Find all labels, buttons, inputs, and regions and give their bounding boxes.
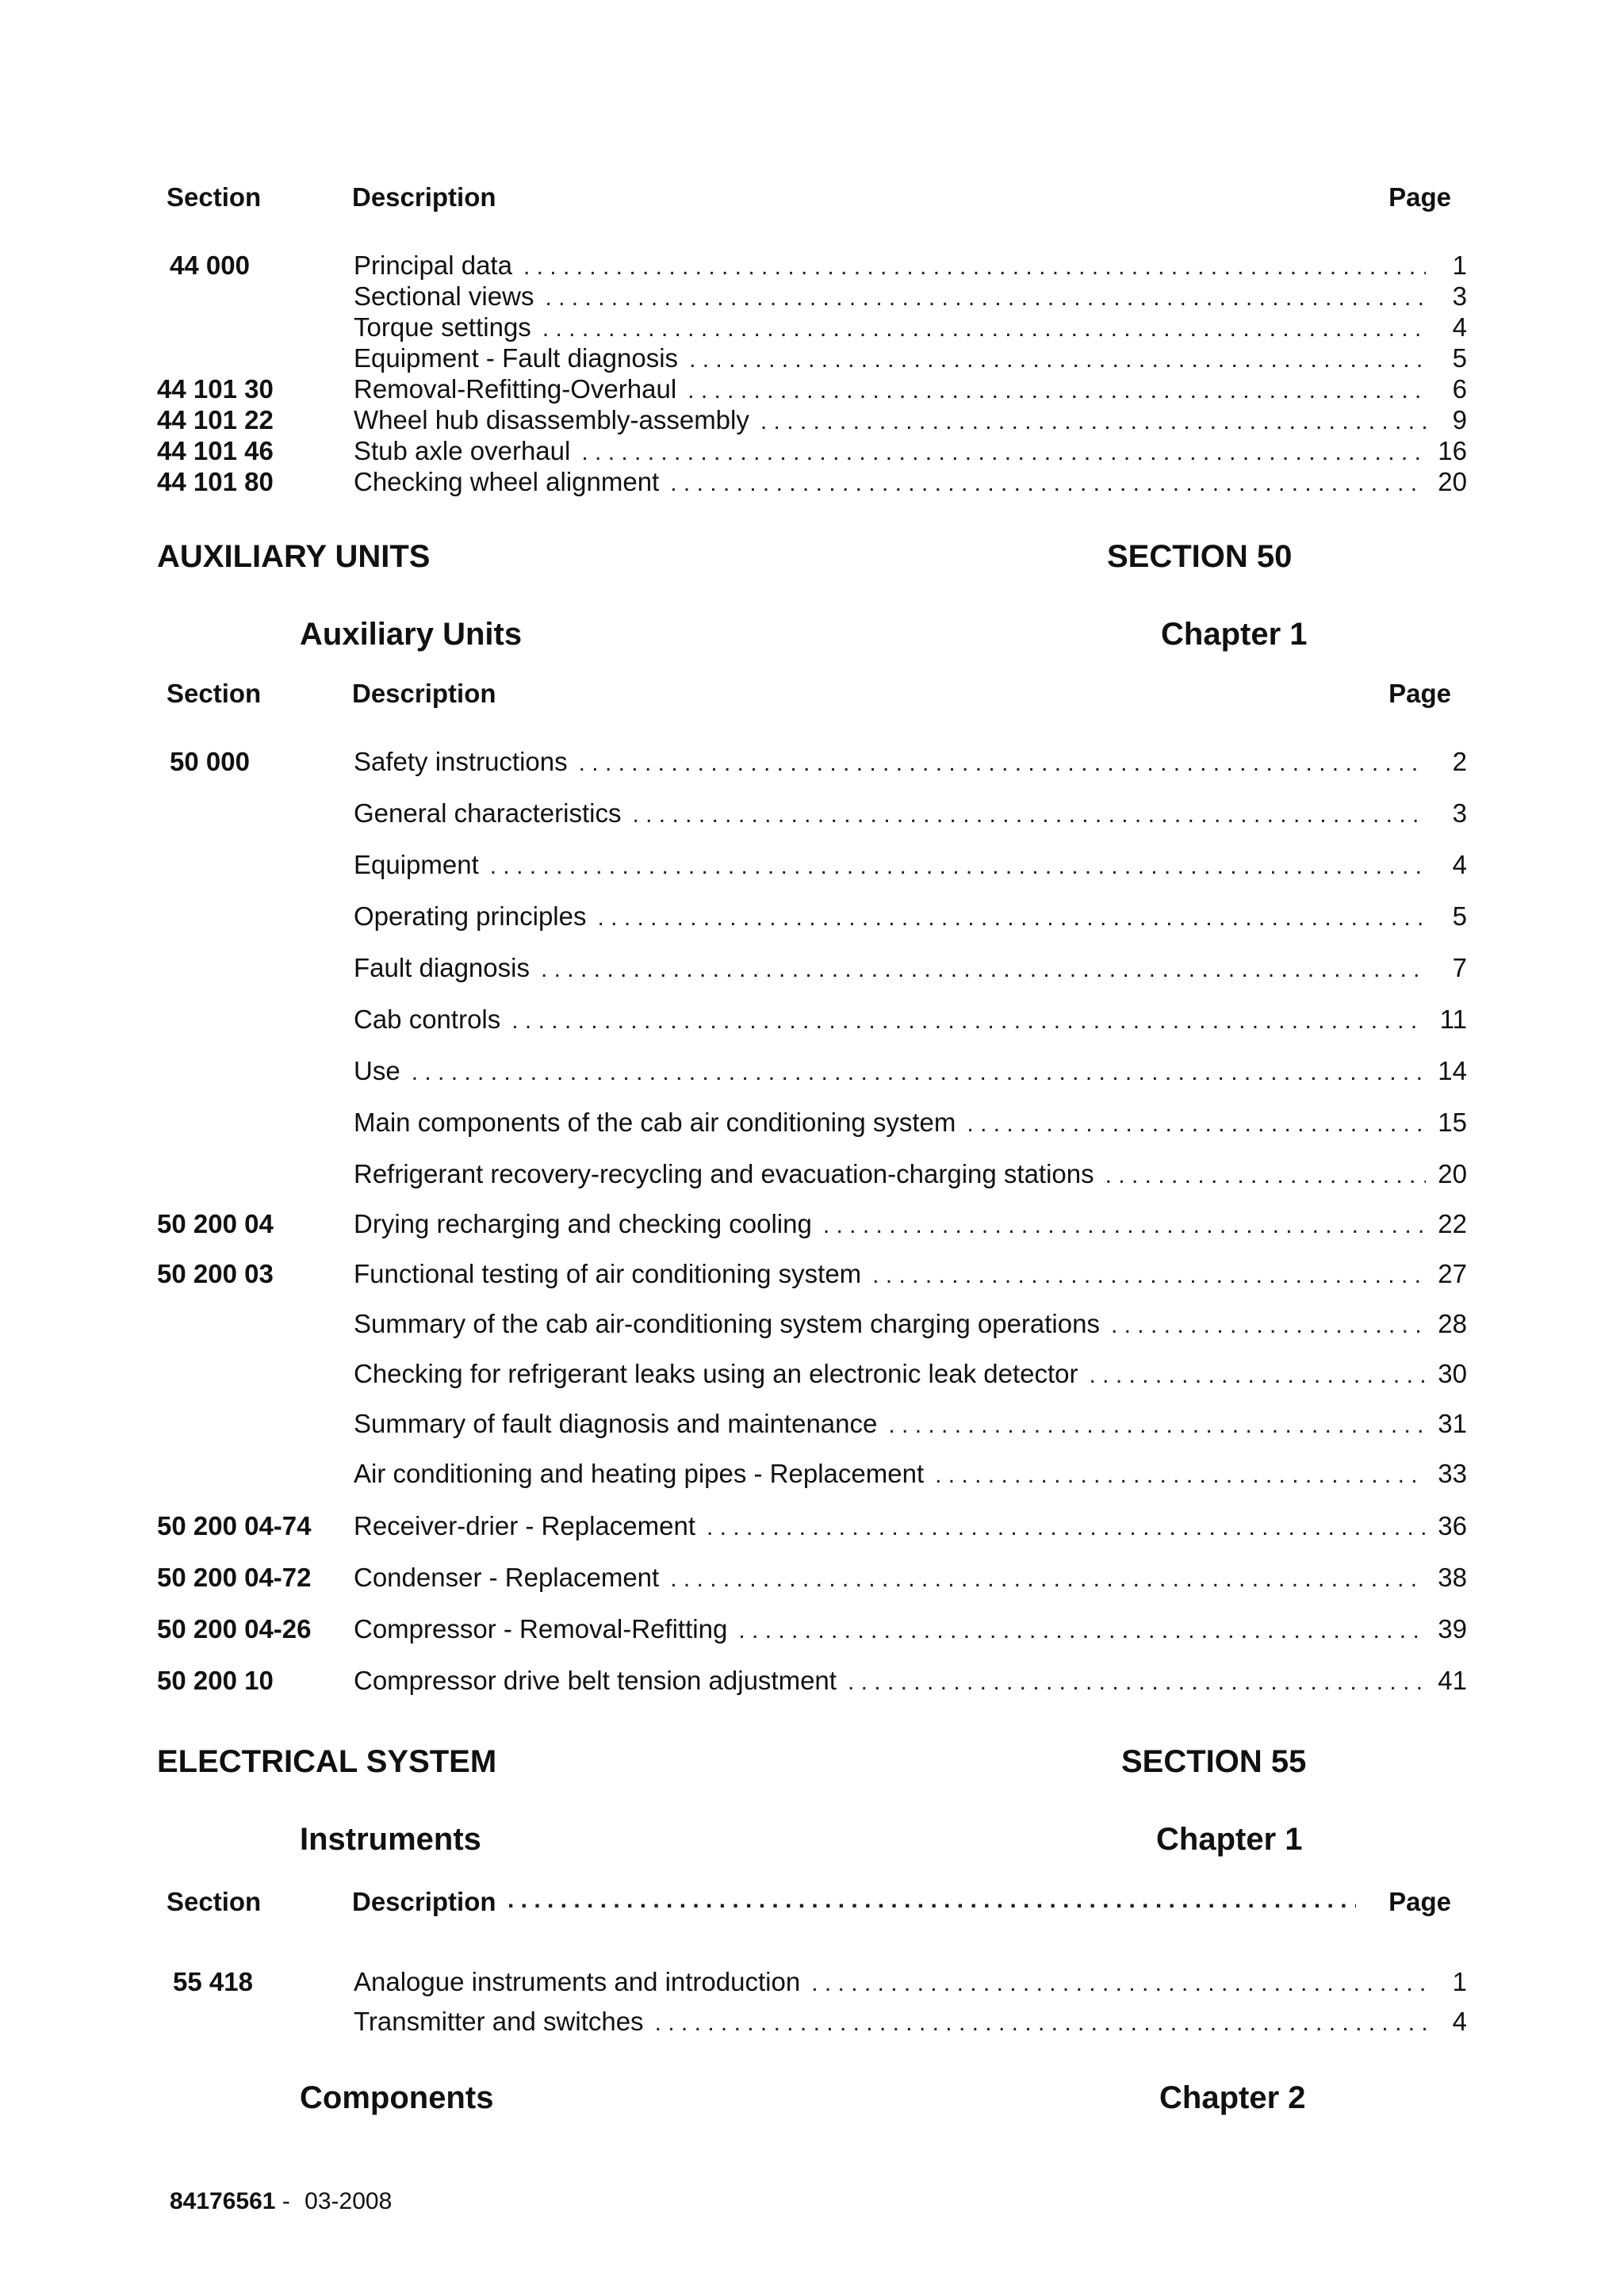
- entry-page: 31: [1438, 1409, 1467, 1438]
- group-title: AUXILIARY UNITS: [157, 539, 431, 574]
- footer-separator: -: [282, 2188, 290, 2214]
- header-section: Section: [167, 1887, 262, 1916]
- entry-description: Compressor drive belt tension adjustment: [354, 1666, 837, 1695]
- section-code: 50 000: [170, 747, 250, 776]
- entry-description: Equipment: [354, 850, 479, 879]
- entry-description: Air conditioning and heating pipes - Replacement: [354, 1459, 925, 1488]
- toc-entry: [354, 744, 1467, 779]
- toc-entry: [354, 1663, 1467, 1698]
- entry-page: 36: [1438, 1511, 1467, 1540]
- entry-description: Torque settings: [354, 312, 531, 342]
- toc-entry: [354, 1105, 1467, 1140]
- toc-entry: [354, 1157, 1467, 1192]
- entry-page: 14: [1438, 1056, 1467, 1085]
- toc-entry: [354, 1612, 1467, 1647]
- toc-entry: [354, 372, 1467, 407]
- entry-page: 9: [1452, 405, 1467, 434]
- toc-entry: [354, 1560, 1467, 1595]
- section-code: 44 101 80: [157, 467, 274, 496]
- section-code: 50 200 04-72: [157, 1563, 312, 1592]
- section-code: 50 200 04-74: [157, 1511, 312, 1540]
- table-header: [167, 1887, 1451, 1922]
- toc-entry: [354, 796, 1467, 831]
- chapter-title: Instruments: [300, 1822, 481, 1857]
- part-number: 84176561: [170, 2188, 276, 2214]
- section-code: 44 000: [170, 251, 250, 280]
- entry-page: 6: [1452, 374, 1467, 404]
- toc-entry: [354, 248, 1467, 283]
- header-description: Description: [352, 1887, 496, 1916]
- header-description: Description: [352, 679, 496, 708]
- page-footer: [170, 2188, 392, 2215]
- toc-entry: [354, 2004, 1467, 2039]
- entry-description: Summary of the cab air-conditioning system charging operations: [354, 1309, 1100, 1338]
- entry-page: 11: [1439, 1004, 1467, 1034]
- toc-entry: [354, 848, 1467, 882]
- entry-description: Transmitter and switches: [354, 2007, 644, 2036]
- toc-entry: [354, 1257, 1467, 1292]
- entry-page: 4: [1452, 312, 1467, 342]
- entry-page: 3: [1452, 798, 1467, 828]
- section-code: 44 101 30: [157, 374, 274, 404]
- chapter-title: Auxiliary Units: [300, 617, 523, 652]
- toc-entry: [354, 465, 1467, 499]
- entry-description: Checking wheel alignment: [354, 467, 660, 496]
- entry-page: 15: [1438, 1108, 1467, 1137]
- entry-description: Refrigerant recovery-recycling and evacuation-charging stations: [354, 1159, 1094, 1188]
- toc-entry: [354, 279, 1467, 314]
- entry-page: 16: [1438, 436, 1467, 465]
- entry-description: Checking for refrigerant leaks using an electronic leak detector: [354, 1359, 1078, 1388]
- section-label: SECTION 50: [1107, 539, 1293, 574]
- toc-entry: [354, 310, 1467, 345]
- entry-page: 22: [1438, 1209, 1467, 1238]
- entry-description: Principal data: [354, 251, 512, 280]
- entry-description: Drying recharging and checking cooling: [354, 1209, 812, 1238]
- table-header: [167, 182, 1451, 217]
- toc-entry: [354, 1054, 1467, 1089]
- toc-entry: [354, 1965, 1467, 1999]
- entry-page: 2: [1452, 747, 1467, 776]
- section-code: 50 200 04: [157, 1209, 274, 1238]
- entry-page: 3: [1452, 281, 1467, 311]
- entry-description: Stub axle overhaul: [354, 436, 571, 465]
- entry-page: 27: [1438, 1259, 1467, 1288]
- entry-description: Compressor - Removal-Refitting: [354, 1614, 728, 1644]
- section-code: 50 200 04-26: [157, 1614, 312, 1644]
- chapter-label: Chapter 1: [1156, 1822, 1303, 1857]
- toc-entry: [354, 1207, 1467, 1242]
- header-section: Section: [167, 679, 262, 708]
- entry-page: 30: [1438, 1359, 1467, 1388]
- section-code: 50 200 10: [157, 1666, 274, 1695]
- entry-description: Receiver-drier - Replacement: [354, 1511, 695, 1540]
- entry-description: Safety instructions: [354, 747, 568, 776]
- entry-page: 5: [1452, 901, 1467, 931]
- section-code: 55 418: [173, 1967, 253, 1996]
- toc-entry: [354, 1456, 1467, 1491]
- toc-entry: [354, 341, 1467, 376]
- toc-entry: [354, 1357, 1467, 1391]
- header-page: Page: [1388, 679, 1451, 708]
- section-code: 44 101 22: [157, 405, 274, 434]
- entry-description: Condenser - Replacement: [354, 1563, 660, 1592]
- header-page: Page: [1388, 182, 1451, 212]
- header-section: Section: [167, 182, 262, 212]
- header-description: Description: [352, 182, 496, 212]
- entry-page: 39: [1438, 1614, 1467, 1644]
- entry-description: Removal-Refitting-Overhaul: [354, 374, 677, 404]
- entry-page: 28: [1438, 1309, 1467, 1338]
- section-code: 50 200 03: [157, 1259, 274, 1288]
- chapter-label: Chapter 2: [1159, 2080, 1306, 2115]
- entry-description: Equipment - Fault diagnosis: [354, 343, 679, 373]
- entry-page: 4: [1452, 850, 1467, 879]
- toc-entry: [354, 403, 1467, 438]
- entry-page: 1: [1452, 251, 1467, 280]
- footer-date: 03-2008: [304, 2188, 393, 2214]
- toc-entry: [354, 1002, 1467, 1037]
- toc-entry: [354, 434, 1467, 469]
- toc-entry: [354, 951, 1467, 985]
- toc-entry: [354, 1509, 1467, 1544]
- entry-description: Summary of fault diagnosis and maintenance: [354, 1409, 878, 1438]
- entry-description: Functional testing of air conditioning system: [354, 1259, 862, 1288]
- toc-entry: [354, 1307, 1467, 1341]
- table-header: [167, 679, 1451, 714]
- entry-page: 4: [1452, 2007, 1467, 2036]
- entry-description: Analogue instruments and introduction: [354, 1967, 801, 1996]
- entry-page: 20: [1438, 1159, 1467, 1188]
- entry-page: 38: [1438, 1563, 1467, 1592]
- toc-entry: [354, 1406, 1467, 1441]
- entry-description: Fault diagnosis: [354, 953, 530, 982]
- header-page: Page: [1388, 1887, 1451, 1916]
- entry-description: Operating principles: [354, 901, 587, 931]
- entry-page: 20: [1438, 467, 1467, 496]
- entry-page: 33: [1438, 1459, 1467, 1488]
- group-title: ELECTRICAL SYSTEM: [157, 1744, 497, 1779]
- entry-description: General characteristics: [354, 798, 622, 828]
- entry-description: Sectional views: [354, 281, 534, 311]
- chapter-title: Components: [300, 2080, 494, 2115]
- entry-description: Use: [354, 1056, 400, 1085]
- entry-page: 7: [1452, 953, 1467, 982]
- entry-page: 41: [1438, 1666, 1467, 1695]
- entry-description: Main components of the cab air conditioning system: [354, 1108, 956, 1137]
- entry-page: 1: [1452, 1967, 1467, 1996]
- section-code: 44 101 46: [157, 436, 274, 465]
- entry-description: Cab controls: [354, 1004, 501, 1034]
- chapter-label: Chapter 1: [1161, 617, 1308, 652]
- toc-entry: [354, 899, 1467, 934]
- entry-description: Wheel hub disassembly-assembly: [354, 405, 749, 434]
- entry-page: 5: [1452, 343, 1467, 373]
- section-label: SECTION 55: [1121, 1744, 1307, 1779]
